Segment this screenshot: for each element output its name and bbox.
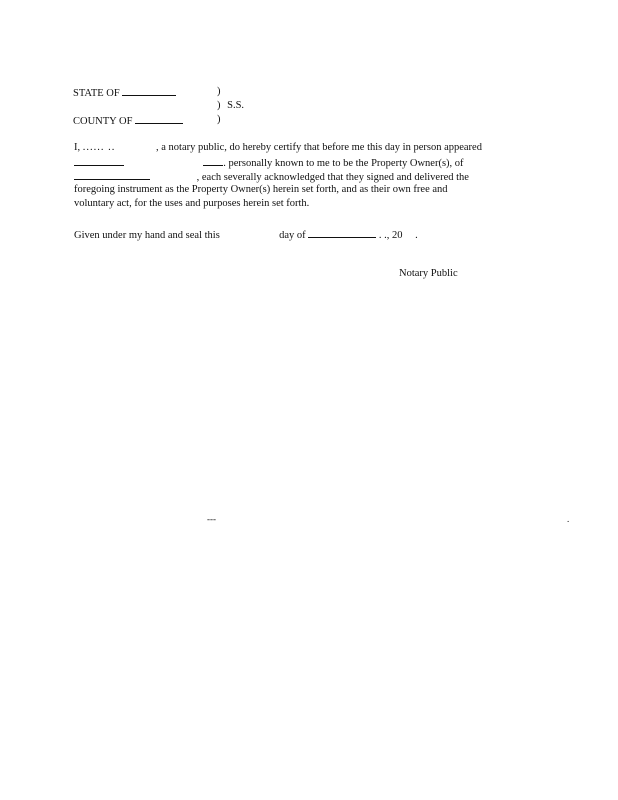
certificate-line-5: voluntary act, for the uses and purposes herein set forth. [74, 198, 310, 209]
appeared-name-blank-2 [203, 156, 223, 166]
appeared-name-blank [74, 156, 124, 166]
ss-line [217, 100, 244, 113]
notary-name-blank: ...... .. [82, 142, 116, 153]
ss-label: S.S. [227, 100, 245, 111]
property-blank [74, 170, 150, 180]
certificate-line-4: foregoing instrument as the Property Owner(s) herein set forth, and as their own free and [74, 184, 448, 195]
given-text-3: , 20 [386, 230, 403, 241]
given-line: Given under my hand and seal this day of . ., 20 . [74, 230, 418, 241]
given-text-2: day of [279, 230, 306, 241]
county-line [73, 114, 183, 129]
certificate-line-2 [74, 156, 543, 171]
county-label: COUNTY OF [73, 116, 133, 127]
state-line [73, 86, 176, 101]
footer-left-mark: --- [207, 514, 216, 524]
footer-right-mark: . [567, 514, 570, 524]
year-blank [405, 229, 415, 238]
given-dots: . . [378, 230, 387, 241]
state-label: STATE OF [73, 88, 120, 99]
month-blank [308, 228, 376, 238]
certificate-line-1 [74, 142, 543, 155]
certificate-line-3 [74, 170, 543, 185]
given-text-1: Given under my hand and seal this [74, 230, 220, 241]
county-blank [135, 114, 183, 124]
paren-top: ) [217, 86, 221, 97]
cert-opening: I, [74, 142, 81, 153]
paren-mid: ) [217, 100, 221, 111]
cert-part-3: , each severally acknowledged that they signed and delivered the [196, 172, 469, 183]
state-blank [122, 86, 176, 96]
notary-public-label: Notary Public [399, 268, 458, 279]
paren-bottom: ) [217, 114, 221, 125]
cert-part-1: , a notary public, do hereby certify that before me this day in person appeared [156, 142, 482, 153]
cert-part-2: . personally known to me to be the Property Owner(s), of [223, 158, 464, 169]
